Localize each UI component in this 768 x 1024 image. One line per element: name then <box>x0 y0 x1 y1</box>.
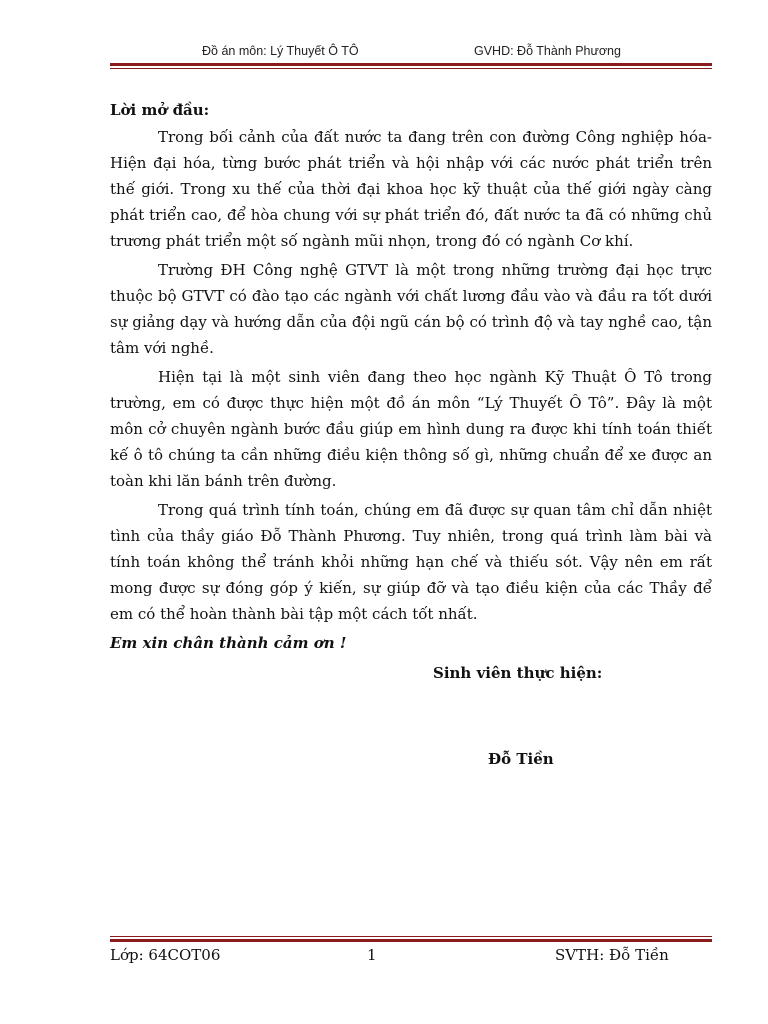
paragraph-3: Hiện tại là một sinh viên đang theo học ngành Kỹ Thuật Ô Tô trong trường, em có được thực hiện một đồ án môn “Lý Thuyết Ô Tô”. Đây là một môn cở chuyên ngành bước đầu giúp em hình dung ra được khi tính toán thiết kế ô tô chúng ta cần những điều kiện thông số gì, những chuẩn để xe được an toàn khi lăn bánh trên đường. <box>110 368 712 490</box>
footer-student: SVTH: Đỗ Tiền <box>555 946 669 964</box>
paragraph-1: Trong bối cảnh của đất nước ta đang trên con đường Công nghiệp hóa-Hiện đại hóa, từng bước phát triển và hội nhập với các nước phát triển trên thế giới. Trong xu thế của thời đại khoa học kỹ thuật của thế giới ngày càng phát triển cao, để hòa chung với sự phát triển đó, đất nước ta đã có những chủ trương phát triển một số ngành mũi nhọn, trong đó có ngành Cơ khí. <box>110 128 712 250</box>
page-footer <box>110 946 712 968</box>
paragraph-2: Trường ĐH Công nghệ GTVT là một trong những trường đại học trực thuộc bộ GTVT có đào tạo các ngành với chất lương đầu vào và đầu ra tốt dưới sự giảng dạy và hướng dẫn của đội ngũ cán bộ có trình độ và tay nghề cao, tận tâm với nghề. <box>110 261 712 357</box>
section-heading: Lời mở đầu: <box>110 101 210 119</box>
page-header <box>110 40 712 64</box>
closing-line: Em xin chân thành cảm ơn ! <box>110 634 347 652</box>
paragraph-4: Trong quá trình tính toán, chúng em đã được sự quan tâm chỉ dẫn nhiệt tình của thầy giáo Đỗ Thành Phương. Tuy nhiên, trong quá trình làm bài và tính toán không thể tránh khỏi những hạn chế và thiếu sót. Vậy nên em rất mong được sự đóng góp ý kiến, sự giúp đỡ và tạo điều kiện của các Thầy để em có thể hoàn thành bài tập một cách tốt nhất. <box>110 501 712 623</box>
header-advisor: GVHD: Đỗ Thành Phương <box>474 44 621 58</box>
header-course-title: Đồ án môn: Lý Thuyết Ô TÔ <box>202 44 359 58</box>
page-number: 1 <box>367 946 377 964</box>
header-rule <box>110 63 712 69</box>
document-body <box>110 96 712 656</box>
footer-class: Lớp: 64COT06 <box>110 946 221 964</box>
footer-rule <box>110 936 712 942</box>
signer-label: Sinh viên thực hiện: <box>433 664 603 682</box>
signer-name: Đỗ Tiền <box>488 750 554 768</box>
